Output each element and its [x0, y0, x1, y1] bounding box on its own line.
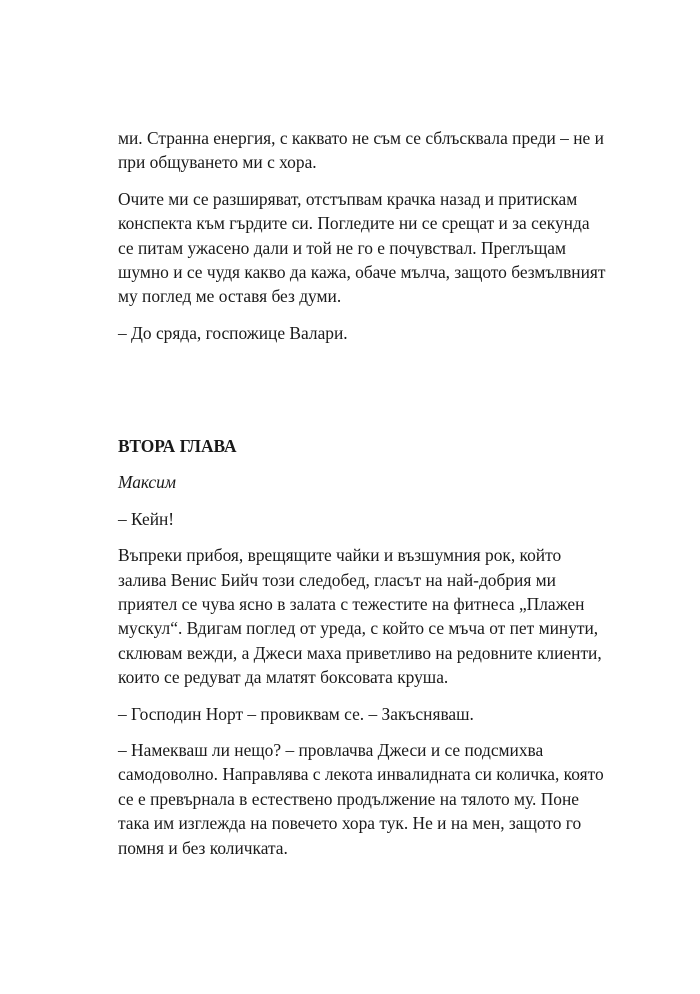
dialogue-line: – Господин Норт – провиквам се. – Закъсняваш.: [118, 703, 474, 724]
paragraph: ми. Странна енергия, с каквато не съм се сблъсквала преди – не и при общуването ми с хора.: [118, 128, 604, 173]
text-block-chapter: [118, 434, 608, 860]
paragraph: Въпреки прибоя, врещящите чайки и възшумния рок, който залива Венис Бийч този следобед, гласът на най-добрия ми приятел се чува ясно в залата с тежестите на фитнеса „Плажен мускул“. Вдигам поглед от уреда, с който се мъча от пет минути, склювам вежди, а Джеси маха приветливо на редовните клиенти, които се редуват да млатят боксовата круша.: [118, 545, 602, 688]
paragraph: – Намекваш ли нещо? – провлачва Джеси и се подсмихва самодоволно. Направлява с лекота инвалидната си количка, която се е превърнала в естествено продължение на тялото му. Поне така им изглежда на повечето хора тук. Не и на мен, защото го помня и без количката.: [118, 740, 604, 858]
dialogue-line: – До сряда, госпожице Валари.: [118, 322, 348, 343]
paragraph: Очите ми се разширяват, отстъпвам крачка назад и притискам конспекта към гърдите си. Погледите ни се срещат и за секунда се питам ужасено дали и той не го е почувствал. Преглъщам шумно и се чудя какво да кажа, обаче мълча, защото безмълвният му поглед ме оставя без думи.: [118, 188, 606, 307]
dialogue-line: – Кейн!: [118, 508, 175, 529]
chapter-heading: ВТОРА ГЛАВА: [118, 436, 237, 456]
pov-name: Максим: [118, 472, 176, 493]
text-block-top: [118, 126, 608, 345]
